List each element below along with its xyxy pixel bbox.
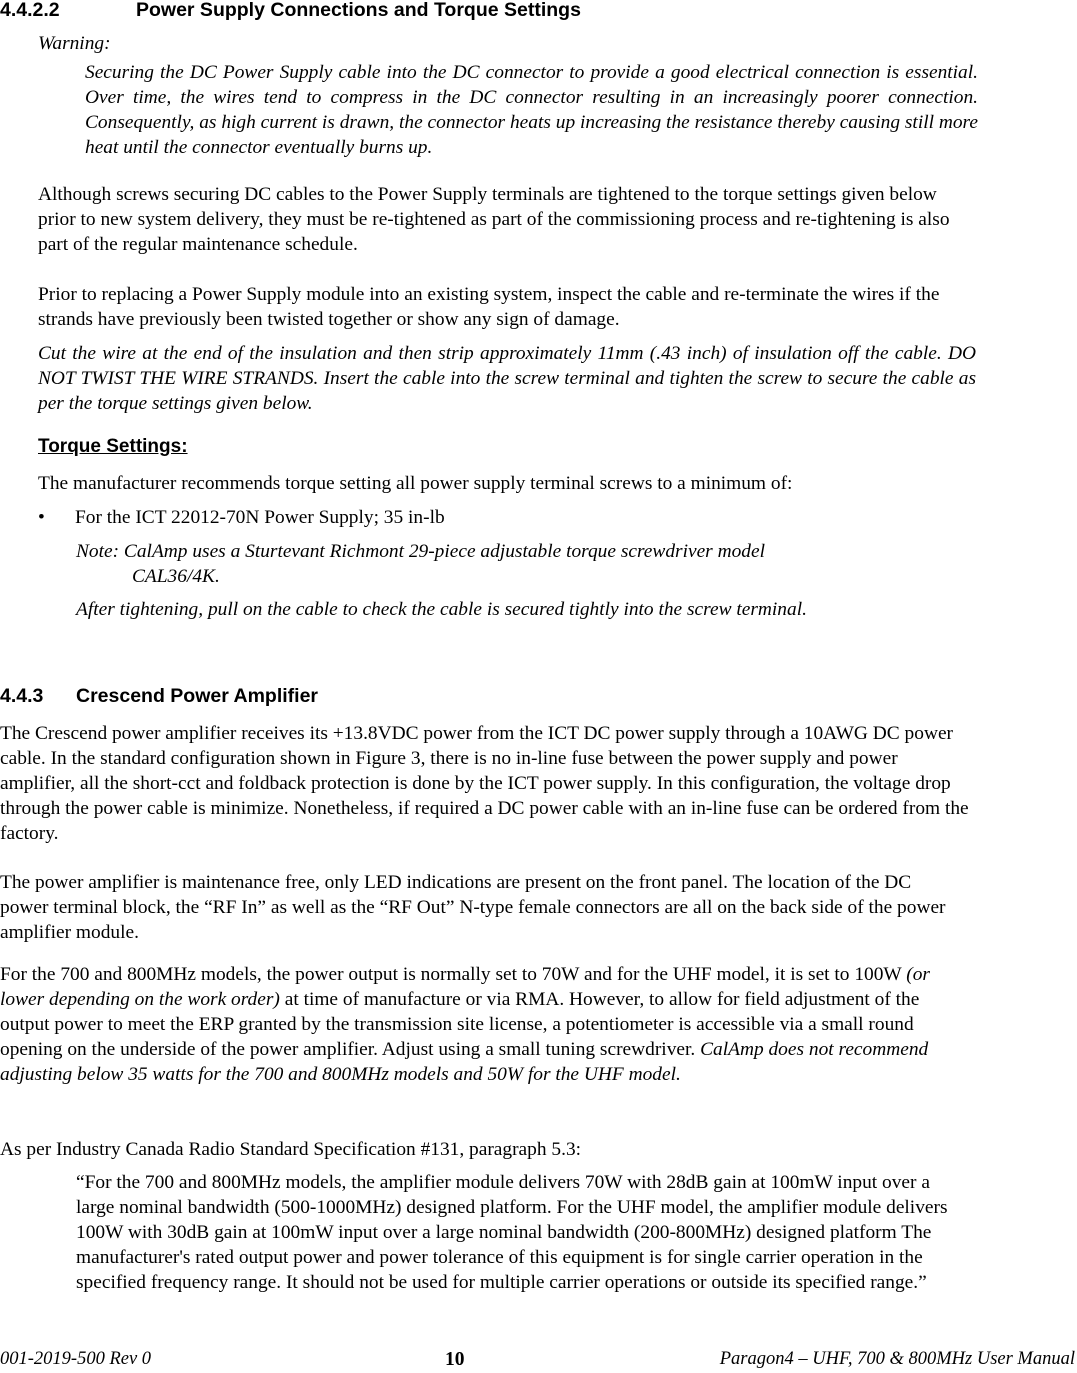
- paragraph-output-power: [0, 962, 965, 1087]
- torque-settings-heading: Torque Settings:: [38, 436, 188, 457]
- output-text-4: CalAmp does not recommend adjusting below 35 watts for the 700 and 800MHz models and 50W for the UHF model.: [0, 1039, 929, 1085]
- section-4-4-3-heading: [0, 683, 318, 709]
- section-title: Power Supply Connections and Torque Settings: [136, 0, 581, 21]
- paragraph-industry-canada: As per Industry Canada Radio Standard Specification #131, paragraph 5.3:: [0, 1139, 582, 1160]
- warning-text: Securing the DC Power Supply cable into the DC connector to provide a good electrical connection is essential. Over time, the wires tend to compress in the DC connector resulting in an increasingly poorer connection. Consequently, as high current is drawn, the connector heats up increasing the resistance thereby causing still more heat until the connector eventually burns up.: [85, 62, 978, 158]
- section-4-4-2-2-heading: [0, 0, 581, 23]
- section-title: Crescend Power Amplifier: [76, 685, 319, 707]
- paragraph-amp-power: The Crescend power amplifier receives its +13.8VDC power from the ICT DC power supply through a 10AWG DC power cable. In the standard configuration shown in Figure 3, there is no in-line fuse between the power supply and power amplifier, all the short-cct and foldback protection is done by the ICT power supply. In this configuration, the voltage drop through the power cable is minimize. Nonetheless, if required a DC power cable with an in-line fuse can be ordered from the factory.: [0, 723, 969, 844]
- footer-doc-number: 001-2019-500 Rev 0: [0, 1349, 152, 1369]
- warning-label: Warning:: [38, 33, 111, 54]
- paragraph-replace-module: Prior to replacing a Power Supply module into an existing system, inspect the cable and re-terminate the wires if the strands have previously been twisted together or show any sign of damage.: [38, 284, 940, 330]
- section-number: 4.4.3: [0, 685, 44, 707]
- torque-bullet-item: [38, 505, 445, 530]
- note-line-1: Note: CalAmp uses a Sturtevant Richmont 29-piece adjustable torque screwdriver model: [76, 541, 765, 562]
- output-text-3: at time of manufacture or via RMA. However, to allow for field adjustment of the output power to meet the ERP granted by the transmission site license, a potentiometer is accessible via a small round opening on the underside of the power amplifier. Adjust using a small tuning screwdriver.: [0, 989, 920, 1060]
- paragraph-maintenance: The power amplifier is maintenance free, only LED indications are present on the front panel. The location of the DC power terminal block, the “RF In” as well as the “RF Out” N-type female connectors are all on the back side of the power amplifier module.: [0, 872, 946, 943]
- section-number: 4.4.2.2: [0, 0, 60, 21]
- bullet-icon: •: [38, 507, 45, 528]
- paragraph-strip-wire: Cut the wire at the end of the insulation and then strip approximately 11mm (.43 inch) of insulation off the cable. DO NOT TWIST THE WIRE STRANDS. Insert the cable into the screw terminal and tighten the screw to secure the cable as per the torque settings given below.: [38, 343, 976, 414]
- page-footer: [0, 1347, 1077, 1373]
- footer-page-number: 10: [445, 1349, 465, 1370]
- paragraph-retighten: Although screws securing DC cables to the Power Supply terminals are tightened to the torque settings given below prior to new system delivery, they must be re-tightened as part of the commissioning process and re-tightening is also part of the regular maintenance schedule.: [38, 184, 950, 255]
- output-text-2: (or lower depending on the work order): [0, 964, 930, 1010]
- footer-manual-title: Paragon4 – UHF, 700 & 800MHz User Manual: [719, 1349, 1075, 1369]
- rss-131-quote: “For the 700 and 800MHz models, the amplifier module delivers 70W with 28dB gain at 100mW input over a large nominal bandwidth (500-1000MHz) designed platform. For the UHF model, the amplifier module delivers 100W with 30dB gain at 100mW input over a large nominal bandwidth (200-800MHz) designed platform The manufacturer's rated output power and power tolerance of this equipment is for single carrier operation in the specified frequency range. It should not be used for multiple carrier operations or outside its specified range.”: [76, 1172, 948, 1293]
- torque-bullet-text: For the ICT 22012-70N Power Supply; 35 in-lb: [75, 507, 445, 528]
- torque-intro: The manufacturer recommends torque setting all power supply terminal screws to a minimum of:: [38, 473, 793, 494]
- torque-note: [76, 539, 956, 589]
- after-tightening-text: After tightening, pull on the cable to check the cable is secured tightly into the screw terminal.: [76, 599, 807, 620]
- output-text-1: For the 700 and 800MHz models, the power output is normally set to 70W and for the UHF model, it is set to 100W: [0, 964, 907, 985]
- note-line-2: CAL36/4K.: [132, 566, 220, 587]
